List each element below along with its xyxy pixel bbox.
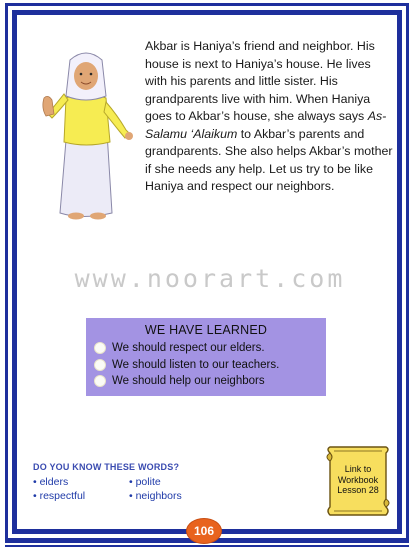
girl-illustration — [30, 38, 142, 228]
vocab-title: DO YOU KNOW THESE WORDS? — [33, 462, 180, 472]
story-intro: Akbar is Haniya’s friend and neighbor. His house is next to Haniya’s house. He lives with his parents and little sister. His grandparents live with him. When Haniya goes to Akbar’s house, she always says — [145, 39, 375, 123]
vocab-word: • neighbors — [129, 490, 229, 502]
story-paragraph — [145, 38, 395, 196]
learned-item — [94, 373, 318, 390]
learned-item-text: We should respect our elders. — [112, 342, 265, 355]
learned-item — [94, 340, 318, 357]
workbook-link-line: Workbook — [337, 474, 379, 485]
page-number: 106 — [193, 524, 215, 538]
workbook-link — [328, 464, 388, 496]
workbook-link-line: Lesson 28 — [337, 485, 379, 495]
learned-item-text: We should help our neighbors — [112, 375, 265, 388]
vocab-word: • polite — [129, 476, 229, 488]
we-have-learned-box — [86, 318, 326, 396]
bullet-icon — [94, 342, 106, 354]
story-outro: to Akbar’s parents and grandparents. She also helps Akbar’s mother if she needs any help. Let us try to be like Haniya and respect our neighbors. — [145, 126, 393, 193]
vocab-list — [33, 476, 233, 502]
greeting-phrase: As-Salamu ‘Alaikum — [145, 109, 387, 141]
workbook-link-line: Link to — [344, 464, 372, 474]
vocab-word: • respectful — [33, 490, 129, 502]
vocab-word: • elders — [33, 476, 129, 488]
bullet-icon — [94, 359, 106, 371]
learned-item — [94, 357, 318, 374]
bullet-icon — [94, 375, 106, 387]
watermark: www.noorart.com — [74, 264, 346, 293]
page-number-badge — [186, 518, 222, 544]
we-have-learned-title: WE HAVE LEARNED — [144, 323, 268, 337]
learned-item-text: We should listen to our teachers. — [112, 358, 280, 371]
